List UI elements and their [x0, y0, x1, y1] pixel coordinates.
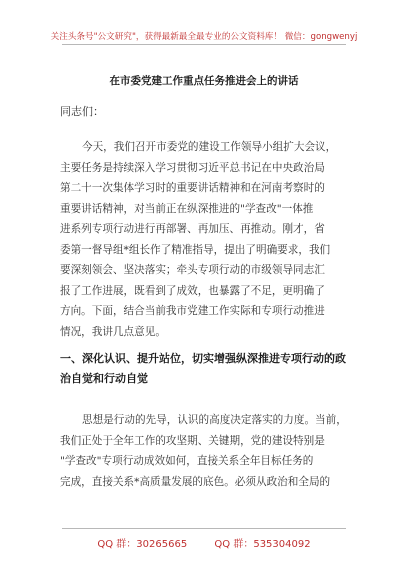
- paragraph-section1: [60, 410, 348, 492]
- text-line: 我们正处于全年工作的攻坚期、关键期，党的建设特别是: [60, 434, 325, 447]
- text-line: 今天，我们召开市委党的建设工作领导小组扩大会议，: [82, 141, 337, 153]
- footer-qq-group-2: QQ 群：535304092: [214, 539, 311, 550]
- footer-contact: [0, 535, 408, 550]
- text-line: 思想是行动的先导，认识的高度决定落实的力度。当前，: [82, 414, 347, 426]
- section-heading-1: 一、深化认识、提升站位，切实增强纵深推进专项行动的政治自觉和行动自觉: [60, 352, 346, 385]
- paragraph-opening: [60, 137, 348, 342]
- text-line: 完成，直接关系*高质量发展的底色。必须从政治和全局的: [60, 475, 331, 488]
- header-watermark-note: 关注头条号"公文研究"，获得最新最全最专业的公文资料库！ 微信：gongwenyj: [50, 32, 358, 42]
- text-line: "学查改"专项行动成效如何，直接关系全年目标任务的: [60, 455, 314, 467]
- footer-divider: [62, 528, 346, 529]
- footer-qq-group-1: QQ 群：30265665: [97, 539, 188, 550]
- text-line: 进系列专项行动进行再部署、再加压、再推动。刚才，省: [60, 223, 325, 235]
- header-divider: [62, 44, 346, 45]
- document-title: 在市委党建工作重点任务推进会上的讲话: [109, 75, 299, 87]
- text-line: 方向。下面，结合当前我市党建工作实际和专项行动推进: [60, 305, 325, 317]
- text-line: 重要讲话精神，对当前正在纵深推进的"学查改"一体推: [60, 202, 314, 215]
- text-line: 第二十一次集体学习时的重要讲话精神和在河南考察时的: [60, 182, 325, 194]
- salutation: 同志们：: [60, 105, 104, 118]
- text-line: 主要任务是持续深入学习贯彻习近平总书记在中央政治局: [60, 161, 325, 174]
- text-line: 报了工作进展，既看到了成效，也暴露了不足，更明确了: [60, 284, 325, 297]
- text-line: 要深刻领会、坚决落实；牵头专项行动的市级领导同志汇: [60, 264, 325, 276]
- text-line: 情况，我讲几点意见。: [60, 325, 166, 338]
- text-line: 委第一督导组*组长作了精准指导，提出了明确要求，我们: [60, 243, 331, 256]
